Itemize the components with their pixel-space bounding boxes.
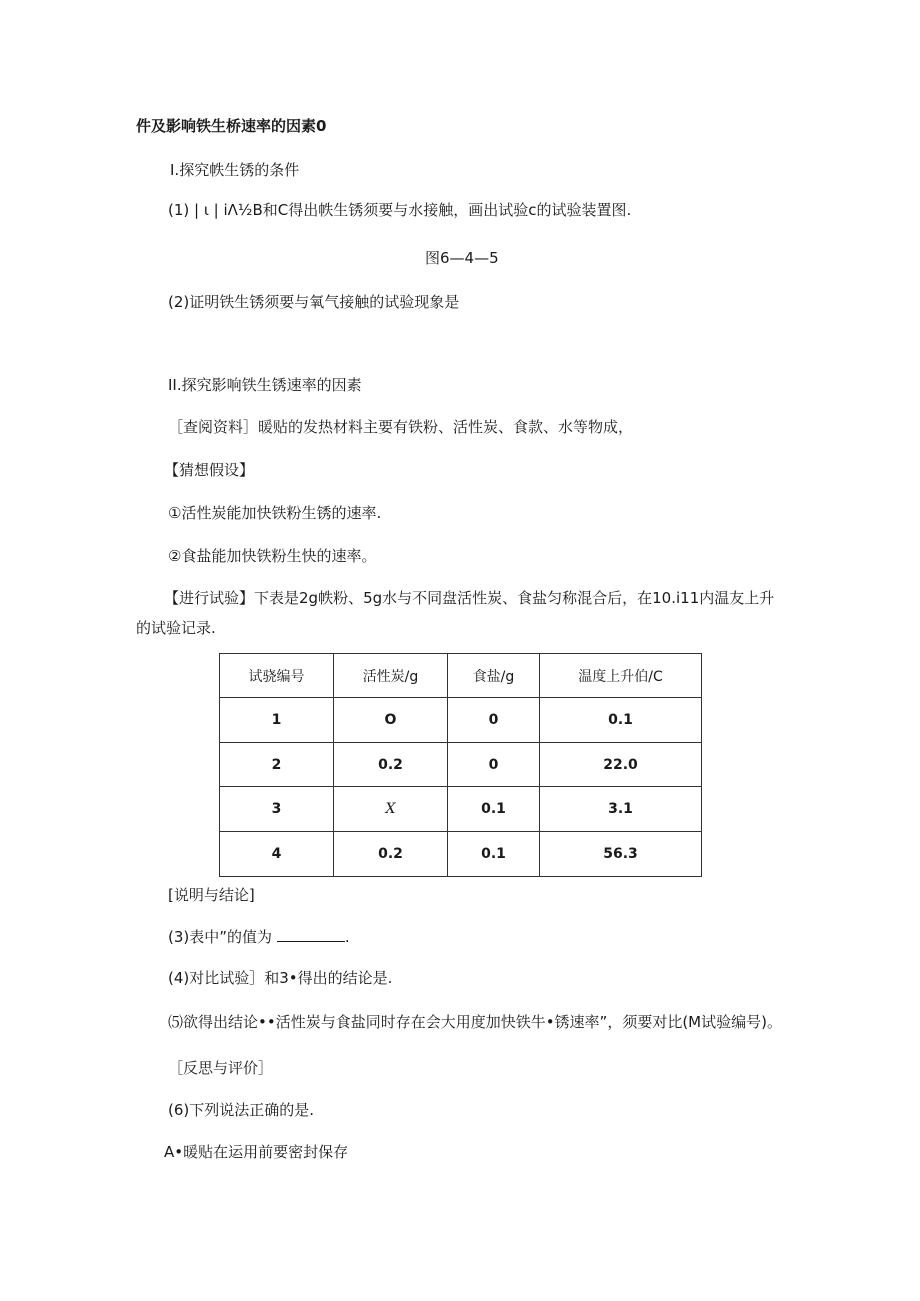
table-cell: 3.1 [540, 787, 702, 832]
explain-heading: [说明与结论] [168, 886, 255, 904]
table-cell: X [334, 787, 448, 832]
table-cell: 1 [220, 698, 334, 743]
table-header-cell: 活性炭/g [334, 654, 448, 698]
section-1-heading: I.探究帙生锈的条件 [170, 161, 300, 179]
table-cell: 0.1 [540, 698, 702, 743]
table-cell: 0.1 [448, 787, 540, 832]
table-cell: 0.2 [334, 743, 448, 787]
table-cell: 56.3 [540, 832, 702, 877]
answer-blank [277, 927, 345, 942]
hypothesis-heading: 【猜想假设】 [164, 461, 255, 479]
experiment-table [219, 653, 702, 877]
table-header-cell: 食盐/g [448, 654, 540, 698]
section-2-heading: II.探究影响铁生锈速率的因素 [168, 376, 362, 394]
table-cell: 0 [448, 743, 540, 787]
figure-caption: 图6—4—5 [425, 249, 499, 267]
question-2: (2)证明铁生锈须要与氧气接触的试验现象是 [168, 293, 460, 311]
question-6: (6)下列说法正确的是. [168, 1101, 315, 1119]
table-cell: 0.1 [448, 832, 540, 877]
experiment-line-2: 的试验记录. [136, 619, 216, 637]
hypothesis-1: ①活性炭能加快铁粉生锈的速率. [168, 504, 382, 522]
question-3 [168, 927, 350, 947]
option-a: A•暖贴在运用前要密封保存 [164, 1143, 349, 1161]
table-row [220, 787, 702, 832]
table-header-cell: 试骁编号 [220, 654, 334, 698]
reference-line: ［查阅资料］暖贴的发热材料主要有铁粉、活性炭、食款、水等物成， [168, 418, 634, 436]
question-3-text: (3)表中”的值为 [168, 928, 273, 946]
table-row [220, 743, 702, 787]
table-cell: 22.0 [540, 743, 702, 787]
intro-line: 件及影响铁生桥速率的因素0 [136, 117, 327, 135]
table-row [220, 832, 702, 877]
hypothesis-2: ②食盐能加快铁粉生快的速率。 [168, 547, 377, 565]
table-cell: 2 [220, 743, 334, 787]
table-cell: O [334, 698, 448, 743]
question-1: (1) | ι | iΛ½B和C得出帙生锈须要与水接触，画出试验c的试验装置图. [168, 201, 632, 219]
table-header-row [220, 654, 702, 698]
table-row [220, 698, 702, 743]
table-cell: 4 [220, 832, 334, 877]
table-cell: 0.2 [334, 832, 448, 877]
table-cell: 3 [220, 787, 334, 832]
question-3-end: . [344, 928, 350, 946]
question-5: ⑸欲得出结论••活性炭与食盐同时存在会大用度加快铁牛•锈速率”，须要对比(M试验编号)。 [168, 1013, 782, 1031]
question-4: (4)对比试验］和3•得出的结论是. [168, 969, 393, 987]
experiment-line-1: 【进行试验】下表是2g帙粉、5g水与不同盘活性炭、食盐匀称混合后，在10.i11内温友上升 [164, 589, 775, 607]
table-header-cell: 温度上升伯/C [540, 654, 702, 698]
table-cell: 0 [448, 698, 540, 743]
reflect-heading: ［反思与评价］ [168, 1059, 274, 1077]
